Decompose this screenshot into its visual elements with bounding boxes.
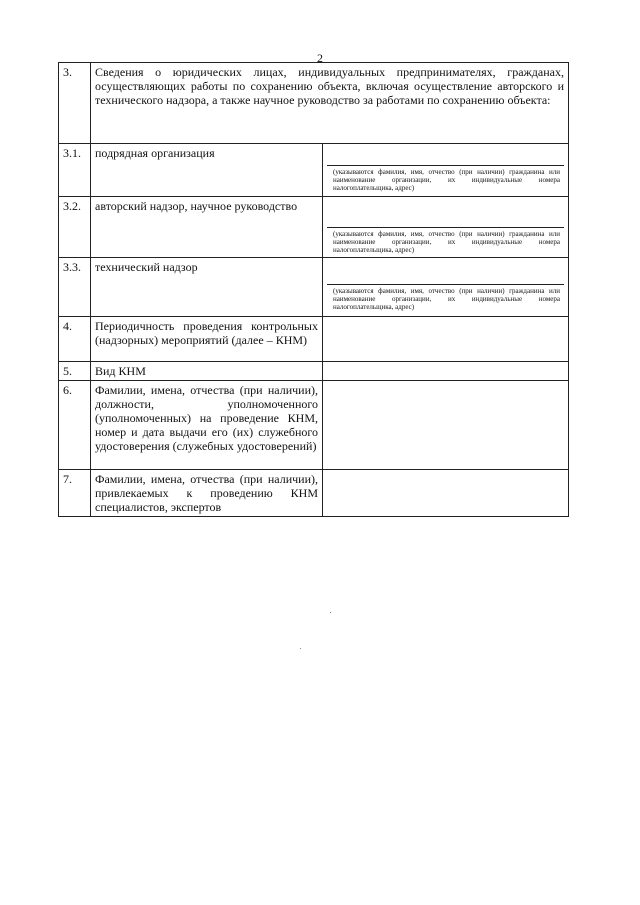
table-row-3 [59,63,569,144]
periodicity-value[interactable] [323,317,569,362]
inspection-form-table [58,62,569,517]
technical-supervision-value-cell [323,258,569,317]
scan-speck [300,648,301,649]
scan-speck [330,612,331,613]
contractor-note: (указываются фамилия, имя, отчество (при наличии) гражданина или наименование организации, их индивидуальные номера налогоплательщика, адрес) [333,168,560,192]
row-number: 3.1. [59,144,91,197]
authorized-persons-label: Фамилии, имена, отчества (при наличии), должности, уполномоченного (уполномоченных) на проведение КНМ, номер и дата выдачи его (их) служебного удостоверения (служебных удостоверений) [91,381,323,470]
row-number: 3. [59,63,91,144]
inspection-type-value[interactable] [323,362,569,381]
experts-value[interactable] [323,470,569,517]
contractor-answer-field[interactable] [327,146,564,166]
row-number: 6. [59,381,91,470]
row-number: 3.2. [59,197,91,258]
author-supervision-answer-field[interactable] [327,199,564,228]
periodicity-label: Периодичность проведения контрольных (надзорных) мероприятий (далее – КНМ) [91,317,323,362]
table-row-6 [59,381,569,470]
row-number: 4. [59,317,91,362]
author-supervision-note: (указываются фамилия, имя, отчество (при наличии) гражданина или наименование организации, их индивидуальные номера налогоплательщика, адрес) [333,230,560,254]
experts-label: Фамилии, имена, отчества (при наличии), привлекаемых к проведению КНМ специалистов, экспертов [91,470,323,517]
table-row-3-1 [59,144,569,197]
technical-supervision-label: технический надзор [91,258,323,317]
section-3-description: Сведения о юридических лицах, индивидуальных предпринимателях, гражданах, осуществляющих работы по сохранению объекта, включая осуществление авторского и технического надзора, а также научное руководство за работами по сохранению объекта: [91,63,569,144]
authorized-persons-value[interactable] [323,381,569,470]
page-number: 2 [317,51,323,65]
table-row-7 [59,470,569,517]
technical-supervision-note: (указываются фамилия, имя, отчество (при наличии) гражданина или наименование организации, их индивидуальные номера налогоплательщика, адрес) [333,287,560,311]
table-row-4 [59,317,569,362]
inspection-type-label: Вид КНМ [91,362,323,381]
contractor-label: подрядная организация [91,144,323,197]
row-number: 7. [59,470,91,517]
author-supervision-label: авторский надзор, научное руководство [91,197,323,258]
table-row-3-3 [59,258,569,317]
row-number: 5. [59,362,91,381]
contractor-value-cell [323,144,569,197]
row-number: 3.3. [59,258,91,317]
author-supervision-value-cell [323,197,569,258]
table-row-5 [59,362,569,381]
table-row-3-2 [59,197,569,258]
technical-supervision-answer-field[interactable] [327,260,564,285]
